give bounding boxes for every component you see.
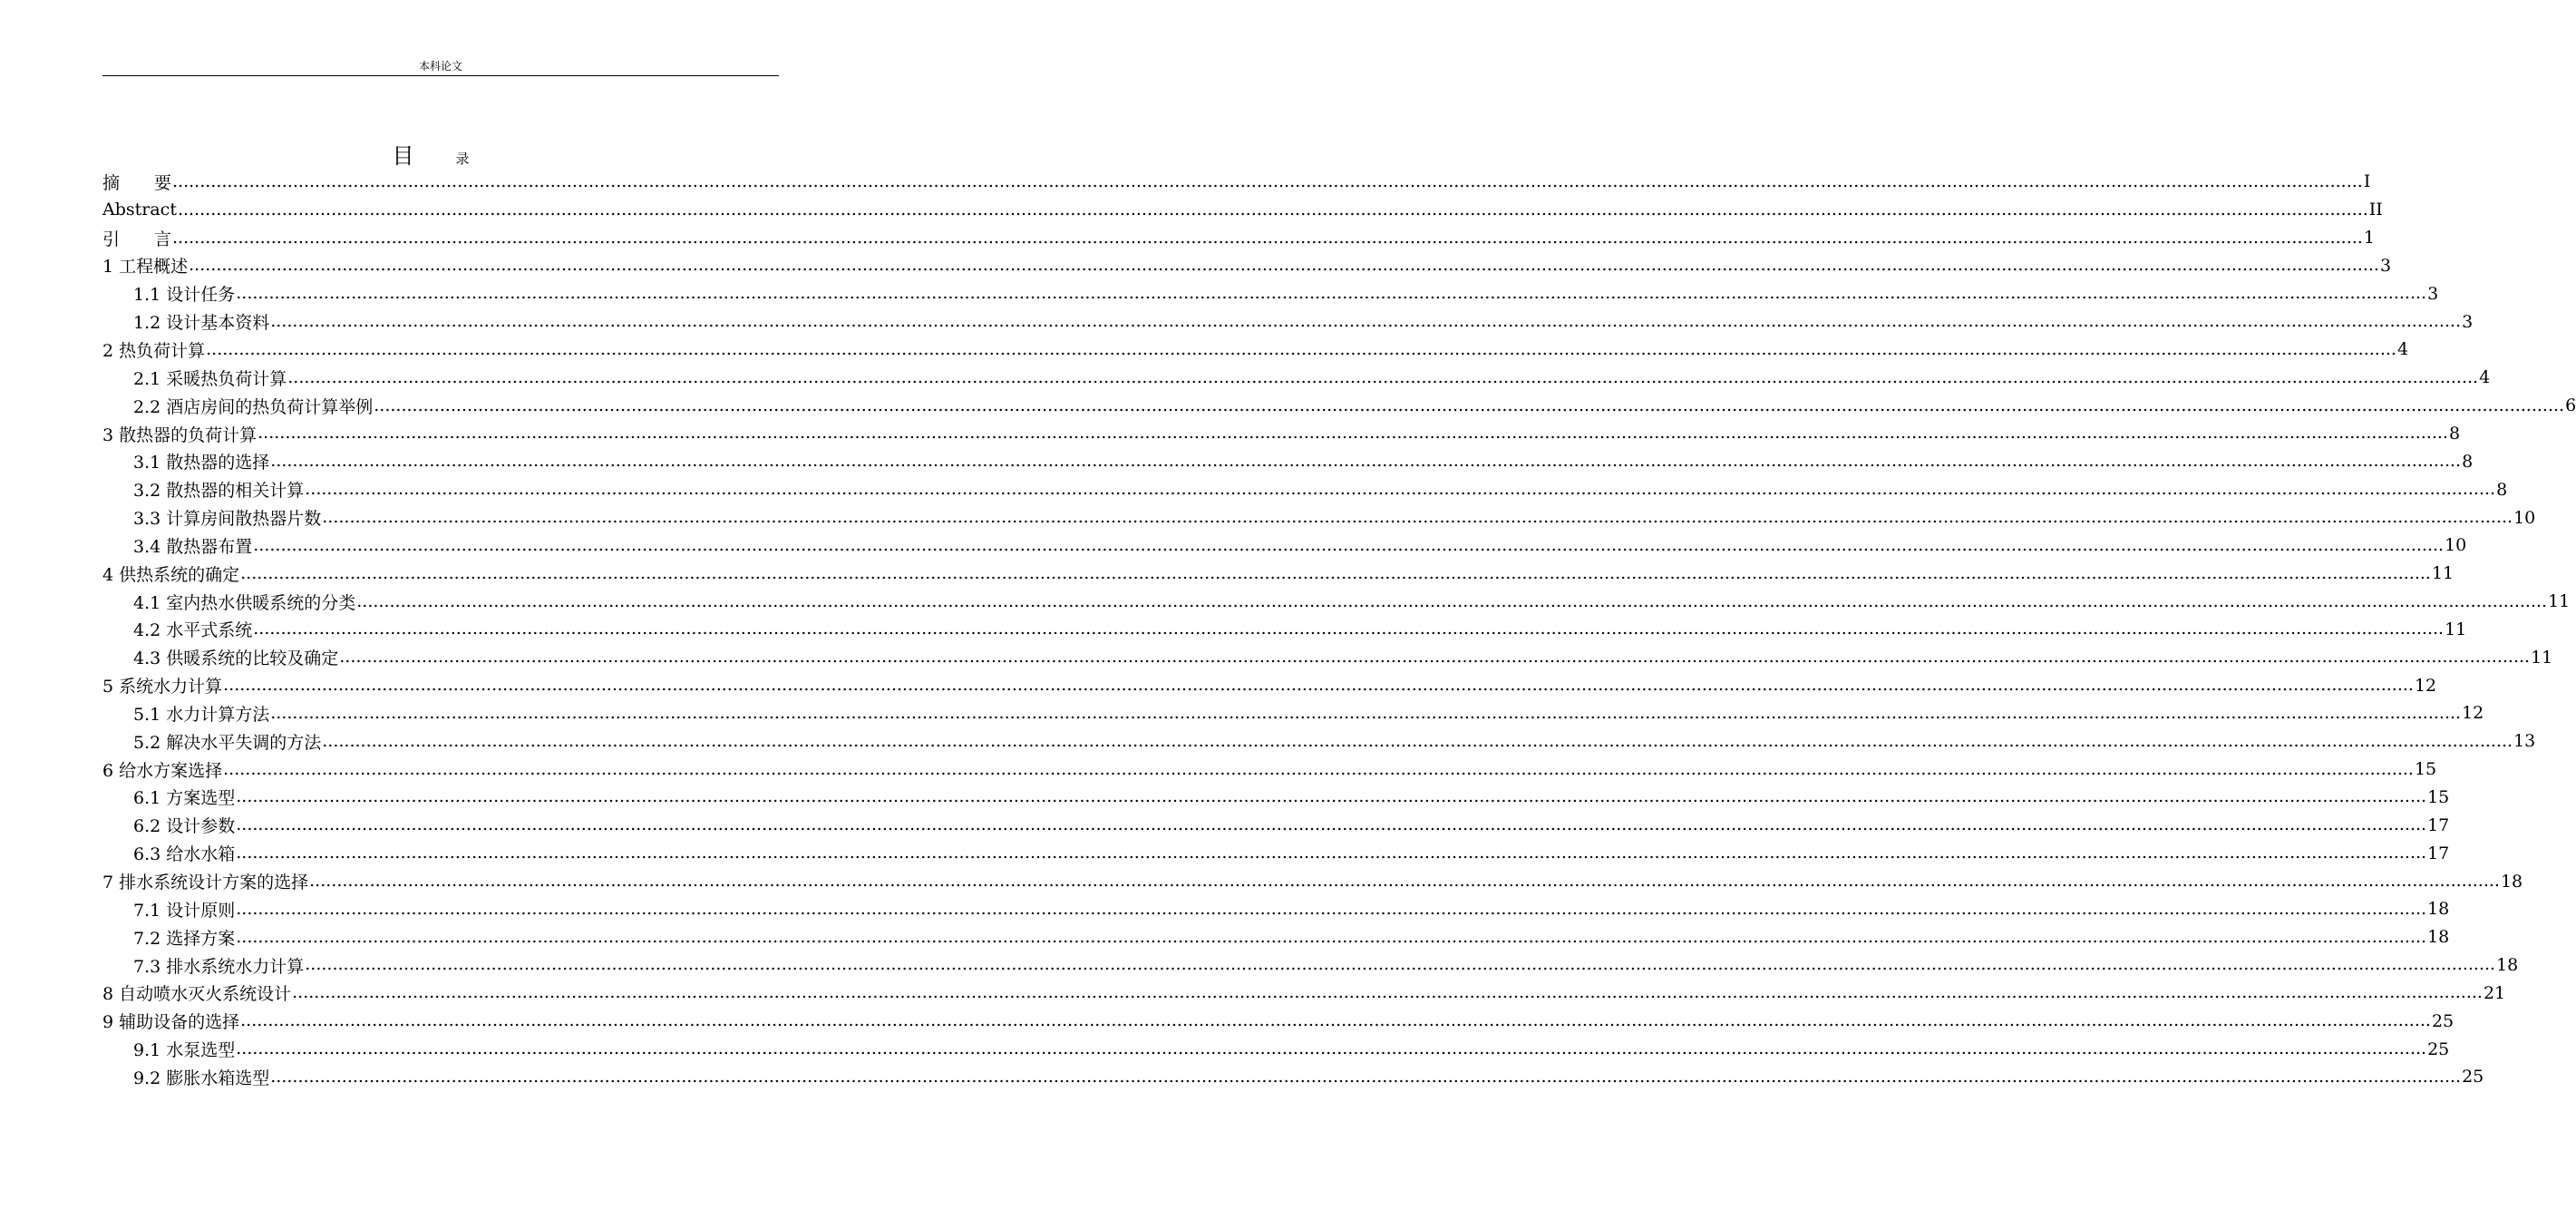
toc-entry-page: II (2368, 200, 2383, 220)
toc-entry[interactable] (102, 475, 2508, 503)
toc-title-part2: 录 (455, 151, 470, 167)
toc-entry-label: 5.2 解决水平失调的方法 (133, 732, 322, 753)
toc-entry[interactable] (102, 699, 2484, 727)
toc-entry[interactable] (102, 1035, 2450, 1063)
toc-leader-dots: ................................................................................................................................................................................................................................................................................................................................................................................................................ (322, 506, 2513, 527)
toc-entry[interactable] (102, 420, 2461, 448)
toc-entry[interactable] (102, 951, 2519, 980)
toc-leader-dots: ................................................................................................................................................................................................................................................................................................................................................................................................................ (189, 255, 2379, 276)
toc-entry-label: 7.1 设计原则 (133, 900, 236, 921)
toc-entry-label: 4 供热系统的确定 (102, 564, 240, 585)
toc-entry[interactable] (102, 671, 2437, 699)
toc-entry-page: 3 (2379, 255, 2392, 276)
toc-leader-dots: ................................................................................................................................................................................................................................................................................................................................................................................................................ (236, 1039, 2427, 1058)
toc-entry-page: 13 (2513, 731, 2536, 752)
toc-leader-dots: ................................................................................................................................................................................................................................................................................................................................................................................................................ (177, 199, 2368, 219)
toc-entry[interactable] (102, 336, 2409, 364)
toc-leader-dots: ................................................................................................................................................................................................................................................................................................................................................................................................................ (292, 982, 2483, 1003)
toc-entry-page: 10 (2445, 535, 2467, 556)
table-of-contents (102, 168, 2576, 1091)
toc-entry-page: 3 (2462, 311, 2474, 332)
toc-entry[interactable] (102, 1007, 2454, 1035)
toc-leader-dots: ................................................................................................................................................................................................................................................................................................................................................................................................................ (172, 171, 2363, 191)
toc-leader-dots: ................................................................................................................................................................................................................................................................................................................................................................................................................ (270, 451, 2462, 472)
toc-entry-page: 25 (2427, 1039, 2450, 1059)
toc-entry-label: 1.1 设计任务 (133, 285, 236, 306)
toc-entry-label: 4.1 室内热水供暖系统的分类 (133, 592, 356, 613)
toc-entry[interactable] (102, 279, 2439, 307)
toc-leader-dots: ................................................................................................................................................................................................................................................................................................................................................................................................................ (270, 1066, 2462, 1087)
toc-entry[interactable] (102, 307, 2474, 336)
toc-entry[interactable] (102, 531, 2467, 560)
toc-entry-page: 25 (2462, 1067, 2484, 1087)
toc-entry-label: 6.3 给水水箱 (133, 844, 236, 865)
toc-entry-label: 2.1 采暖热负荷计算 (133, 368, 287, 389)
toc-entry-label: 2.2 酒店房间的热负荷计算举例 (133, 396, 374, 417)
toc-title (0, 138, 861, 170)
toc-entry[interactable] (102, 811, 2450, 839)
toc-entry-label: 1.2 设计基本资料 (133, 313, 270, 334)
toc-leader-dots: ................................................................................................................................................................................................................................................................................................................................................................................................................ (374, 395, 2565, 415)
toc-entry[interactable] (102, 588, 2571, 616)
toc-entry-page: 25 (2431, 1010, 2454, 1031)
toc-entry-label: 4.2 水平式系统 (133, 620, 253, 641)
toc-leader-dots: ................................................................................................................................................................................................................................................................................................................................................................................................................ (236, 898, 2427, 919)
toc-entry-page: I (2363, 171, 2371, 192)
page-header: 本科论文 (418, 60, 462, 73)
toc-entry[interactable] (102, 979, 2506, 1007)
toc-entry-page: 15 (2414, 759, 2437, 780)
toc-leader-dots: ................................................................................................................................................................................................................................................................................................................................................................................................................ (339, 647, 2531, 668)
toc-leader-dots: ................................................................................................................................................................................................................................................................................................................................................................................................................ (309, 870, 2500, 891)
toc-leader-dots: ................................................................................................................................................................................................................................................................................................................................................................................................................ (305, 479, 2496, 500)
toc-entry-page: 11 (2531, 647, 2553, 668)
toc-entry[interactable] (102, 447, 2474, 475)
toc-entry-page: 15 (2427, 786, 2450, 807)
toc-entry-label: 1 工程概述 (102, 257, 189, 278)
toc-entry[interactable] (102, 895, 2450, 923)
toc-entry-page: 3 (2427, 283, 2439, 304)
toc-entry-page: 4 (2396, 339, 2409, 360)
toc-leader-dots: ................................................................................................................................................................................................................................................................................................................................................................................................................ (305, 954, 2496, 975)
toc-leader-dots: ................................................................................................................................................................................................................................................................................................................................................................................................................ (270, 311, 2462, 332)
toc-entry-label: 7.3 排水系统水力计算 (133, 956, 305, 977)
toc-entry-label: 6.1 方案选型 (133, 788, 236, 809)
toc-entry[interactable] (102, 364, 2491, 392)
toc-entry-page: 6 (2565, 395, 2576, 416)
toc-entry-page: 18 (2427, 927, 2450, 948)
toc-entry-label: 9 辅助设备的选择 (102, 1012, 240, 1033)
toc-leader-dots: ................................................................................................................................................................................................................................................................................................................................................................................................................ (236, 814, 2427, 835)
toc-entry-page: 18 (2500, 871, 2523, 892)
toc-leader-dots: ................................................................................................................................................................................................................................................................................................................................................................................................................ (258, 423, 2448, 444)
toc-entry[interactable] (102, 560, 2454, 588)
toc-entry-label: 6 给水方案选择 (102, 760, 223, 781)
toc-entry-page: 8 (2448, 424, 2461, 444)
toc-entry-page: 17 (2427, 843, 2450, 863)
toc-entry[interactable] (102, 168, 2371, 196)
toc-entry-label: 2 热负荷计算 (102, 340, 206, 361)
toc-leader-dots: ................................................................................................................................................................................................................................................................................................................................................................................................................ (253, 619, 2445, 639)
toc-entry[interactable] (102, 839, 2450, 867)
toc-entry-label: 7.2 选择方案 (133, 928, 236, 949)
toc-entry-label: 摘 要 (102, 172, 172, 193)
toc-leader-dots: ................................................................................................................................................................................................................................................................................................................................................................................................................ (322, 730, 2513, 751)
toc-entry[interactable] (102, 784, 2450, 812)
toc-leader-dots: ................................................................................................................................................................................................................................................................................................................................................................................................................ (236, 843, 2427, 863)
toc-entry[interactable] (102, 867, 2523, 895)
toc-entry-page: 11 (2548, 591, 2571, 612)
toc-entry-page: 1 (2363, 228, 2375, 249)
toc-entry[interactable] (102, 503, 2536, 531)
toc-leader-dots: ................................................................................................................................................................................................................................................................................................................................................................................................................ (172, 227, 2363, 248)
toc-entry-label: 3.2 散热器的相关计算 (133, 481, 305, 502)
toc-entry-label: 3.3 计算房间散热器片数 (133, 509, 322, 530)
toc-title-part1: 目 (392, 143, 414, 169)
toc-leader-dots: ................................................................................................................................................................................................................................................................................................................................................................................................................ (236, 283, 2427, 304)
toc-entry-label: 引 言 (102, 229, 172, 249)
toc-entry-label: 4.3 供暖系统的比较及确定 (133, 649, 339, 669)
toc-entry-page: 11 (2445, 619, 2467, 639)
toc-entry[interactable] (102, 1063, 2484, 1091)
toc-entry-page: 10 (2513, 507, 2536, 528)
toc-entry-label: 6.2 设计参数 (133, 816, 236, 837)
toc-entry-page: 8 (2462, 451, 2474, 472)
toc-entry-label: 9.1 水泵选型 (133, 1040, 236, 1061)
toc-entry[interactable] (102, 923, 2450, 951)
toc-entry-label: 5.1 水力计算方法 (133, 704, 270, 725)
toc-leader-dots: ................................................................................................................................................................................................................................................................................................................................................................................................................ (206, 338, 2396, 359)
toc-entry[interactable] (102, 252, 2392, 280)
toc-entry[interactable] (102, 727, 2536, 756)
toc-entry-page: 18 (2496, 955, 2519, 976)
toc-entry[interactable] (102, 616, 2467, 644)
toc-entry[interactable] (102, 643, 2553, 671)
toc-leader-dots: ................................................................................................................................................................................................................................................................................................................................................................................................................ (287, 366, 2479, 387)
toc-entry-label: 3.4 散热器布置 (133, 536, 253, 557)
toc-entry-label: 9.2 膨胀水箱选型 (133, 1068, 270, 1088)
toc-entry[interactable] (102, 196, 2383, 224)
toc-entry-label: 3 散热器的负荷计算 (102, 424, 258, 445)
toc-entry-label: 8 自动喷水灭火系统设计 (102, 984, 292, 1005)
header-rule (102, 75, 779, 76)
toc-entry[interactable] (102, 224, 2375, 252)
toc-leader-dots: ................................................................................................................................................................................................................................................................................................................................................................................................................ (223, 675, 2414, 696)
toc-entry-page: 18 (2427, 899, 2450, 920)
toc-entry-page: 17 (2427, 814, 2450, 835)
toc-leader-dots: ................................................................................................................................................................................................................................................................................................................................................................................................................ (270, 702, 2462, 723)
toc-entry-page: 12 (2462, 703, 2484, 724)
toc-leader-dots: ................................................................................................................................................................................................................................................................................................................................................................................................................ (236, 926, 2427, 947)
toc-leader-dots: ................................................................................................................................................................................................................................................................................................................................................................................................................ (240, 1010, 2431, 1031)
toc-entry-page: 8 (2496, 479, 2508, 500)
toc-leader-dots: ................................................................................................................................................................................................................................................................................................................................................................................................................ (356, 590, 2548, 611)
toc-entry-label: Abstract (102, 200, 177, 220)
toc-entry-page: 11 (2431, 563, 2454, 584)
toc-leader-dots: ................................................................................................................................................................................................................................................................................................................................................................................................................ (236, 786, 2427, 807)
toc-entry-page: 21 (2483, 982, 2506, 1003)
toc-leader-dots: ................................................................................................................................................................................................................................................................................................................................................................................................................ (223, 758, 2414, 779)
toc-entry-label: 5 系统水力计算 (102, 677, 223, 697)
toc-leader-dots: ................................................................................................................................................................................................................................................................................................................................................................................................................ (253, 534, 2445, 555)
toc-entry-page: 12 (2414, 675, 2437, 696)
toc-entry[interactable] (102, 392, 2576, 420)
toc-leader-dots: ................................................................................................................................................................................................................................................................................................................................................................................................................ (240, 562, 2431, 583)
toc-entry-page: 4 (2479, 367, 2491, 388)
toc-entry[interactable] (102, 756, 2437, 784)
toc-entry-label: 7 排水系统设计方案的选择 (102, 873, 309, 893)
toc-entry-label: 3.1 散热器的选择 (133, 453, 270, 473)
